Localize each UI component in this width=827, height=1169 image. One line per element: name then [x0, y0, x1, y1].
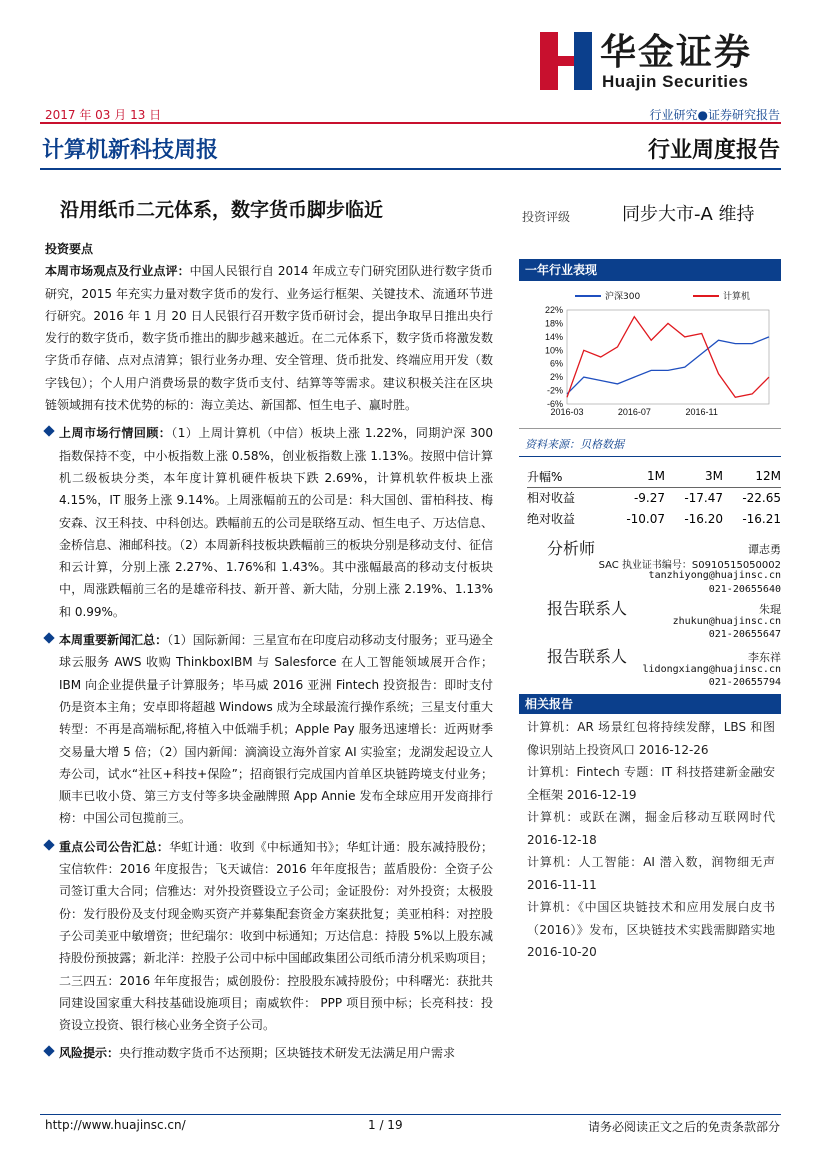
footer-disclaimer: 请务必阅读正文之后的免责条款部分 [587, 1120, 780, 1134]
table-header-cell: 升幅% [527, 466, 607, 487]
y-tick-label: 18% [544, 318, 563, 329]
chart-source: 资料来源：贝格数据 [525, 438, 624, 451]
related-report-link[interactable]: 计算机：人工智能：AI 潜入数，润物细无声 2016-11-11 [527, 855, 775, 892]
contact-name: 朱琨 [759, 603, 781, 616]
summary-section [45, 238, 493, 1065]
company-logo [540, 32, 780, 92]
report-type: 行业周度报告 [647, 138, 780, 163]
diamond-bullet-icon [43, 1046, 54, 1057]
market-review-label: 上周市场行情回顾： [59, 426, 172, 441]
y-tick-label: 14% [544, 331, 563, 342]
market-view-text: 中国人民银行自 2014 年成立专门研究团队进行数字货币研究，2015 年充实力量对数字货币的发行、业务运行框架、关键技术、流通环节进行研究。2016 年 1 月 20 日人民银行召开数字货币研讨会，提出争取早日推出央行发行的数字货币，数字货币推出的脚步越来越近。在二元体系下，数字货币将激发数字货币存储、点对点清算；银行业务办理、安全管理、货币批发、终端应用开发（数字钱包）；个人用户消费场景的数字货币支付、结算等等需求。建议积极关注在区块链领域拥有技术优势的标的：海立美达、新国都、恒生电子、赢时胜。 [45, 264, 493, 413]
x-tick-label: 2016-11 [685, 407, 718, 417]
industry-performance-chart [519, 284, 781, 424]
related-reports-list [527, 716, 775, 964]
analyst-name: 谭志勇 [748, 543, 781, 556]
analyst-email[interactable]: tanzhiyong@huajinsc.cn [648, 570, 781, 581]
news-bullet [45, 629, 493, 830]
announcements-text: 华虹计通：收到《中标通知书》；华虹计通：股东减持股份；宝信软件：2016 年度报告；飞天诚信：2016 年年度报告；蓝盾股份：全资子公司签订重大合同；信雅达：对外投资暨设立子公司；金证股份：对外投资；太极股份：发行股份及支付现金购买资产并募集配套资金方案获批复；美亚柏科：对控股子公司美亚中敏增资；世纪瑞尔：收到中标通知；万达信息：持股 5%以上股东减持股份预披露；新北洋：控股子公司中标中国邮政集团公司纸币清分机采购项目；二三四五：2016 年年度报告；威创股份：控股股东减持股份；中科曙光：获批共同建设国家重大科技基础设施项目；南威软件： PPP 项目预中标；长亮科技：投资设立投资、银行核心业务全资子公司。 [59, 839, 493, 1033]
risk-bullet [45, 1042, 493, 1064]
table-header-cell: 12M [723, 466, 781, 487]
series-line-1 [567, 317, 769, 398]
page-title: 沿用纸币二元体系，数字货币脚步临近 [60, 199, 384, 221]
legend-label: 计算机 [723, 292, 751, 302]
contact-role: 报告联系人 [547, 647, 628, 666]
series-line-0 [567, 337, 769, 394]
row-label: 绝对收益 [527, 512, 576, 526]
footer-divider [40, 1114, 781, 1115]
related-reports-title: 相关报告 [519, 694, 781, 714]
report-category: 行业研究●证券研究报告 [649, 108, 780, 122]
summary-heading: 投资要点 [45, 242, 94, 256]
chart-divider [519, 428, 781, 429]
row-label: 相对收益 [527, 491, 576, 506]
y-tick-label: 10% [544, 345, 563, 356]
table-cell: -17.47 [684, 490, 723, 505]
market-view-label: 本周市场观点及行业点评： [45, 264, 190, 279]
logo-name-en: Huajin Securities [602, 72, 749, 91]
report-name: 计算机新科技周报 [42, 138, 219, 163]
table-cell: -22.65 [742, 490, 781, 505]
analyst-role: 分析师 [547, 539, 596, 558]
diamond-bullet-icon [43, 426, 54, 437]
table-cell: -16.21 [742, 511, 781, 526]
logo-name-cn: 华金证券 [600, 32, 753, 73]
page-number: 1 / 19 [368, 1118, 403, 1132]
table-row [527, 487, 781, 508]
report-date: 2017 年 03 月 13 日 [45, 108, 162, 122]
market-view-paragraph [45, 260, 493, 416]
table-header-cell: 1M [607, 466, 665, 487]
contact-email[interactable]: zhukun@huajinsc.cn [672, 616, 781, 627]
x-tick-label: 2016-07 [617, 407, 651, 417]
contact-phone: 021-20655794 [708, 677, 781, 688]
chart-panel-title: 一年行业表现 [519, 259, 781, 281]
rating-value: 同步大市-A 维持 [622, 204, 755, 225]
risk-label: 风险提示： [59, 1046, 120, 1061]
market-review-text: （1）上周计算机（中信）板块上涨 1.22%，同期沪深 300 指数保持不变，中小板指数上涨 0.58%，创业板指数上涨 1.13%。按照中信计算机二级板块分类，本年度计算机硬件板块下跌 2.69%，计算机软件板块上涨 4.15%，IT 服务上涨 9.14%。上周涨幅前五的公司是：科大国创、雷柏科技、梅安森、汉王科技、中科创达。跌幅前五的公司是联络互动、恒生电子、万达信息、金桥信息、湘邮科技。（2）本周新科技板块跌幅前三的板块分别是移动支付、征信和云计算，分别上涨 2.27%、1.76%和 1.43%。其中涨幅最高的移动支付板块中，周涨跌幅前三名的是雄帝科技、新开普、新大陆，分别上涨 2.19%、1.13%和 0.99%。 [59, 426, 493, 619]
performance-table [527, 466, 781, 529]
y-tick-label: 6% [549, 358, 563, 369]
diamond-bullet-icon [43, 632, 54, 643]
contact-block [519, 644, 781, 690]
market-review-bullet [45, 422, 493, 623]
legend-label: 沪深300 [605, 292, 641, 302]
diamond-bullet-icon [43, 839, 54, 850]
source-divider [519, 456, 781, 457]
analyst-cert: SAC 执业证书编号：S0910515050002 [598, 560, 781, 571]
table-cell: -16.20 [684, 511, 723, 526]
footer-url[interactable]: http://www.huajinsc.cn/ [45, 1118, 186, 1132]
y-tick-label: 2% [549, 372, 563, 383]
header-red-divider [40, 122, 781, 124]
contact-block [519, 596, 781, 642]
table-header-cell: 3M [665, 466, 723, 487]
y-tick-label: -6% [546, 399, 563, 409]
rating-label: 投资评级 [522, 210, 571, 224]
huajin-logo-icon [540, 32, 592, 90]
contact-phone: 021-20655647 [708, 629, 781, 640]
header-blue-divider [40, 168, 781, 170]
news-label: 本周重要新闻汇总： [59, 633, 168, 648]
contact-name: 李东祥 [748, 651, 781, 664]
announcements-bullet [45, 836, 493, 1037]
related-report-link[interactable]: 计算机：AR 场景红包将持续发酵，LBS 和图像识别站上投资风口 2016-12-26 [527, 720, 775, 757]
announcements-label: 重点公司公告汇总： [59, 839, 170, 854]
related-report-link[interactable]: 计算机：或跃在渊，掘金后移动互联网时代 2016-12-18 [527, 810, 775, 847]
contact-role: 报告联系人 [547, 599, 628, 618]
related-report-link[interactable]: 计算机：《中国区块链技术和应用发展白皮书（2016）》发布，区块链技术实践需脚踏实地 2016-10-20 [527, 900, 775, 959]
news-text: （1）国际新闻：三星宣布在印度启动移动支付服务；亚马逊全球云服务 AWS 收购 ThinkboxIBM 与 Salesforce 在人工智能领域展开合作；IBM 向企业提供量子计算服务；毕马威 2016 亚洲 Fintech 投资报告：即时支付仍是资本主角；安卓即将超越 Windows 成为全球最流行操作系统；三星支付重大转型：不再是高端标配,将植入中低端手机；Apple Pay 服务迅速增长：近两财季交易量大增 5 倍；（2）国内新闻：滴滴设立海外首家 AI 实验室；龙湖发起设立人寿公司，试水“社区+科技+保险”；招商银行完成国内首单区块链跨境支付业务；顺丰已收小贷、第三方支付等多块金融牌照 App Annie 发布全球应用开发商排行榜：中国公司包揽前三。 [59, 633, 493, 826]
x-tick-label: 2016-03 [550, 407, 584, 417]
y-tick-label: -2% [546, 385, 563, 396]
table-row [527, 508, 781, 529]
analyst-phone: 021-20655640 [708, 584, 781, 595]
contact-email[interactable]: lidongxiang@huajinsc.cn [642, 664, 781, 675]
risk-text: 央行推动数字货币不达预期；区块链技术研发无法满足用户需求 [119, 1046, 456, 1061]
table-header-row [527, 466, 781, 487]
table-cell: -9.27 [633, 490, 665, 505]
related-report-link[interactable]: 计算机：Fintech 专题：IT 科技搭建新金融安全框架 2016-12-19 [527, 765, 775, 802]
y-tick-label: 22% [544, 305, 563, 315]
table-cell: -10.07 [626, 511, 665, 526]
